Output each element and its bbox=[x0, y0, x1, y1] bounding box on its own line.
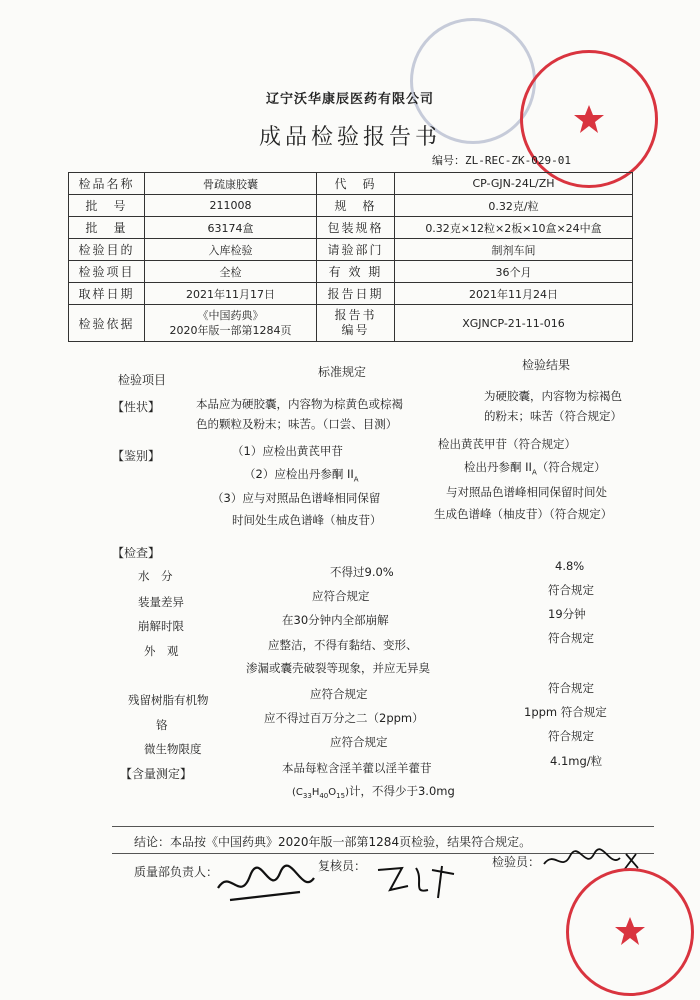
dept-label: 请验部门 bbox=[317, 239, 395, 261]
report-no-label-line-1: 报告书 bbox=[334, 308, 377, 322]
disintegration-label: 崩解时限 bbox=[138, 619, 184, 633]
sample-date-value: 2021年11月17日 bbox=[145, 283, 317, 305]
report-date-label: 报告日期 bbox=[317, 283, 395, 305]
section-assay: 【含量测定】 bbox=[120, 767, 193, 781]
qty-label: 批 量 bbox=[69, 217, 145, 239]
ident-std-2-sub: A bbox=[353, 475, 359, 484]
appearance-std-line-1: 应整洁，不得有黏结、变形、 bbox=[268, 638, 418, 652]
item-label: 检验项目 bbox=[69, 261, 145, 283]
ident-result-1: 检出黄芪甲苷（符合规定） bbox=[438, 437, 576, 451]
valid-label: 有 效 期 bbox=[317, 261, 395, 283]
basis-line-1: 《中国药典》 bbox=[197, 309, 264, 322]
batch-value: 211008 bbox=[145, 195, 317, 217]
section-inspection: 【检查】 bbox=[112, 546, 161, 560]
page-title: 成品检验报告书 bbox=[258, 125, 441, 150]
spec-value: 0.32克/粒 bbox=[395, 195, 633, 217]
col-header-item: 检验项目 bbox=[118, 373, 167, 387]
table-row bbox=[69, 261, 633, 283]
divider-top bbox=[112, 826, 654, 827]
water-result: 4.8% bbox=[555, 559, 585, 573]
microbe-std: 应符合规定 bbox=[330, 735, 388, 749]
resin-result: 符合规定 bbox=[548, 681, 594, 695]
pack-label: 包装规格 bbox=[317, 217, 395, 239]
valid-value: 36个月 bbox=[395, 261, 633, 283]
appearance-std-1: 本品应为硬胶囊，内容物为棕黄色或棕褐 bbox=[196, 397, 403, 411]
basis-line-2: 2020年版一部第1284页 bbox=[169, 324, 292, 337]
appearance-label: 外 观 bbox=[144, 644, 179, 658]
pack-value: 0.32克×12粒×2板×10盒×24中盒 bbox=[395, 217, 633, 239]
company-name: 辽宁沃华康辰医药有限公司 bbox=[265, 92, 434, 107]
resin-label: 残留树脂有机物 bbox=[128, 693, 209, 707]
reviewer-label: 复核员： bbox=[318, 859, 367, 873]
quality-seal bbox=[566, 868, 694, 996]
ident-result-3a: 与对照品色谱峰相同保留时间处 bbox=[446, 485, 607, 499]
ident-std-3b: 时间处生成色谱峰（柚皮苷） bbox=[232, 513, 382, 527]
section-identification: 【鉴别】 bbox=[112, 449, 161, 463]
dept-value: 制剂车间 bbox=[395, 239, 633, 261]
table-row bbox=[69, 305, 633, 342]
basis-value bbox=[145, 305, 317, 342]
resin-std: 应符合规定 bbox=[310, 687, 368, 701]
ident-std-3a: （3）应与对照品色谱峰相同保留 bbox=[212, 491, 381, 505]
item-value: 全检 bbox=[145, 261, 317, 283]
water-std: 不得过9.0% bbox=[330, 565, 394, 579]
report-no-label bbox=[317, 305, 395, 342]
qa-manager-label: 质量部负责人： bbox=[134, 865, 219, 879]
formula-icon: $(C_{33}H_{40}O_{15})$ bbox=[292, 787, 349, 800]
table-row bbox=[69, 173, 633, 195]
reviewer-signature bbox=[372, 860, 462, 904]
load-result: 符合规定 bbox=[548, 583, 594, 597]
chromium-std: 应不得过百万分之二（2ppm） bbox=[264, 711, 424, 725]
appearance-result-1: 为硬胶囊，内容物为棕褐色 bbox=[484, 389, 622, 403]
qa-signature bbox=[210, 858, 320, 910]
batch-label: 批 号 bbox=[69, 195, 145, 217]
report-date-value: 2021年11月24日 bbox=[395, 283, 633, 305]
product-name: 骨疏康胶囊 bbox=[145, 173, 317, 195]
code-value: CP-GJN-24L/ZH bbox=[395, 173, 633, 195]
table-row bbox=[69, 283, 633, 305]
ident-result-3b: 生成色谱峰（柚皮苷）（符合规定） bbox=[434, 507, 613, 521]
ident-result-2: 检出丹参酮 $II_A$（符合规定） bbox=[464, 460, 606, 477]
assay-std-2: $(C_{33}H_{40}O_{15})$计，不得少于3.0mg bbox=[292, 784, 455, 800]
inspector-label: 检验员： bbox=[492, 855, 541, 869]
load-label: 装量差异 bbox=[138, 595, 184, 609]
purpose-value: 入库检验 bbox=[145, 239, 317, 261]
sample-date-label: 取样日期 bbox=[69, 283, 145, 305]
load-std: 应符合规定 bbox=[312, 589, 370, 603]
spec-label: 规 格 bbox=[317, 195, 395, 217]
disintegration-std: 在30分钟内全部崩解 bbox=[282, 613, 389, 627]
basis-label: 检验依据 bbox=[69, 305, 145, 342]
ident-result-2-sub: A bbox=[531, 468, 537, 477]
ident-std-1: （1）应检出黄芪甲苷 bbox=[232, 444, 343, 458]
code-label: 代 码 bbox=[317, 173, 395, 195]
ident-std-2: （2）应检出丹参酮 $II_A$ bbox=[244, 467, 359, 484]
purpose-label: 检验目的 bbox=[69, 239, 145, 261]
qty-value: 63174盒 bbox=[145, 217, 317, 239]
appearance-result-2: 的粉末；味苦（符合规定） bbox=[484, 409, 622, 423]
appearance-std-line-2: 渗漏或囊壳破裂等现象，并应无异臭 bbox=[246, 661, 430, 675]
water-label: 水 分 bbox=[138, 569, 173, 583]
col-header-result: 检验结果 bbox=[522, 358, 571, 372]
assay-result: 4.1mg/粒 bbox=[550, 754, 603, 768]
appearance-std-2: 色的颗粒及粉末；味苦。（口尝、目测） bbox=[196, 417, 398, 431]
assay-std-1: 本品每粒含淫羊藿以淫羊藿苷 bbox=[282, 761, 432, 775]
chromium-result: 1ppm 符合规定 bbox=[524, 705, 607, 719]
disintegration-result: 19分钟 bbox=[548, 607, 586, 621]
table-row bbox=[69, 239, 633, 261]
microbe-label: 微生物限度 bbox=[144, 742, 202, 756]
report-no-value: XGJNCP-21-11-016 bbox=[395, 305, 633, 342]
microbe-result: 符合规定 bbox=[548, 729, 594, 743]
document-number: 编号：ZL-REC-ZK-029-01 bbox=[432, 154, 571, 167]
appearance-result: 符合规定 bbox=[548, 631, 594, 645]
product-label: 检品名称 bbox=[69, 173, 145, 195]
section-appearance: 【性状】 bbox=[112, 400, 161, 414]
table-row bbox=[69, 217, 633, 239]
conclusion: 结论：本品按《中国药典》2020年版一部第1284页检验，结果符合规定。 bbox=[134, 835, 532, 849]
col-header-standard: 标准规定 bbox=[318, 365, 367, 379]
chromium-label: 铬 bbox=[156, 718, 168, 732]
table-row bbox=[69, 195, 633, 217]
info-table bbox=[68, 172, 633, 342]
report-no-label-line-2: 编号 bbox=[341, 323, 370, 337]
